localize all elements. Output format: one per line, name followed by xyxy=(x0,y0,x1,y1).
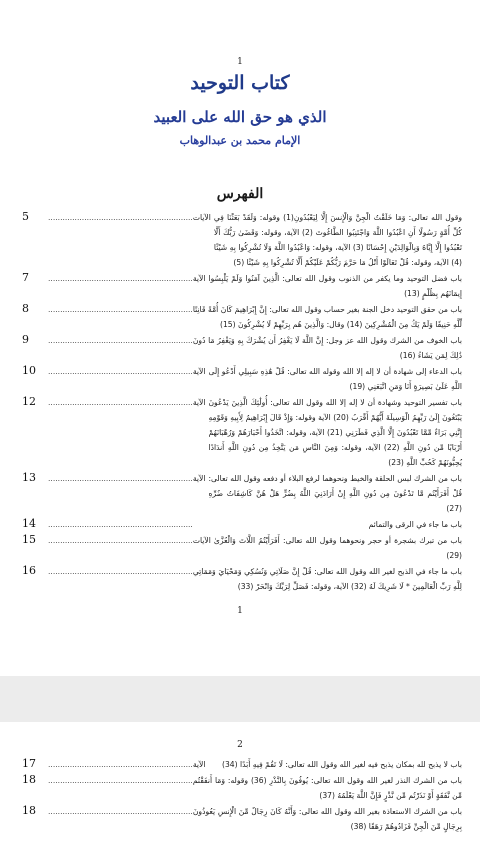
toc-list xyxy=(22,209,462,594)
toc-entry[interactable] xyxy=(22,516,462,532)
toc-dot-leader: ............................................................ xyxy=(48,520,193,529)
toc-entry[interactable] xyxy=(22,270,462,301)
toc-entry-text: باب ما جاء في الذبح لغير الله وقول الله تعالى: قُلْ إِنَّ صَلَاتِي وَنُسُكِي وَمَحْيَايَ وَمَمَاتِي لِلَّهِ رَبِّ الْعَالَمِينَ * لَا شَرِيكَ لَهُ (32) الآية، وقوله: فَصَلِّ لِرَبِّكَ وَانْحَرْ (33) xyxy=(192,567,462,591)
toc-entry-text: باب من الشرك النذر لغير الله وقول الله تعالى: يُوفُونَ بِالنَّذْرِ (36) وقوله: وَمَا أَنفَقْتُم مِّن نَّفَقَةٍ أَوْ نَذَرْتُم مِّن نَّذْرٍ فَإِنَّ اللَّهَ يَعْلَمُهُ (37) xyxy=(192,776,462,800)
toc-dot-leader: ............................................................ xyxy=(48,776,193,785)
toc-dot-leader: ............................................................ xyxy=(48,807,193,816)
toc-dot-leader: ............................................................ xyxy=(48,398,193,407)
toc-page-number: 12 xyxy=(22,395,36,408)
toc-entry[interactable] xyxy=(22,470,462,516)
toc-entry-tail: الآية xyxy=(192,474,206,483)
toc-page-number: 18 xyxy=(22,773,36,786)
toc-entry-tail: الآيات xyxy=(192,213,211,222)
toc-entry-text: باب من تبرك بشجرة أو حجر ونحوهما وقول الله تعالى: أَفَرَأَيْتُمُ اللَّاتَ وَالْعُزَّىٰ (29) xyxy=(213,536,462,560)
toc-entry-tail: الآية xyxy=(192,274,206,283)
toc-page-number: 13 xyxy=(22,471,36,484)
toc-page-number: 14 xyxy=(22,517,36,530)
toc-entry[interactable] xyxy=(22,394,462,470)
book-subtitle: الذي هو حق الله على العبيد xyxy=(153,108,327,126)
toc-dot-leader: ............................................................ xyxy=(48,567,193,576)
toc-dot-leader: ............................................................ xyxy=(48,536,193,545)
toc-entry-text: باب الدعاء إلى شهادة أن لا إله إلا الله وقوله الله تعالى: قُلْ هَٰذِهِ سَبِيلِي أَدْعُو إِلَى اللَّهِ عَلَىٰ بَصِيرَةٍ أَنَا وَمَنِ اتَّبَعَنِي (19) xyxy=(208,367,462,391)
toc-entry-text: باب لا يذبح لله بمكان يذبح فيه لغير الله وقول الله تعالى: لَا تَقُمْ فِيهِ أَبَدًا (34) xyxy=(222,760,462,769)
toc-page-number: 18 xyxy=(22,804,36,817)
toc-page-number: 9 xyxy=(22,333,29,346)
page-separator xyxy=(0,676,480,722)
toc-dot-leader: ............................................................ xyxy=(48,474,193,483)
toc-page-number: 7 xyxy=(22,271,29,284)
toc-page-number: 10 xyxy=(22,364,36,377)
toc-entry-text: وقول الله تعالى: وَمَا خَلَقْتُ الْجِنَّ وَالْإِنسَ إِلَّا لِيَعْبُدُونِ(1) وقوله: وَلَقَدْ بَعَثْنَا فِي كُلِّ أُمَّةٍ رَسُولًا أَنِ اعْبُدُوا اللَّهَ وَاجْتَنِبُوا الطَّاغُوتَ (2) الآية، وقوله: وَقَضَىٰ رَبُّكَ أَلَّا تَعْبُدُوا إِلَّا إِيَّاهُ وَبِالْوَالِدَيْنِ إِحْسَانًا (3) الآية، وقوله: وَاعْبُدُوا اللَّهَ وَلَا تُشْرِكُوا بِهِ شَيْئًا (4) الآية، وقوله: قُلْ تَعَالَوْا أَتْلُ مَا حَرَّمَ رَبُّكُمْ عَلَيْكُمْ أَلَّا تُشْرِكُوا بِهِ شَيْئًا (5) xyxy=(213,213,463,267)
toc-entry-tail: الآية xyxy=(192,367,206,376)
toc-entry-tail: الآية xyxy=(192,760,206,769)
toc-page-number: 15 xyxy=(22,533,36,546)
toc-dot-leader: ............................................................ xyxy=(48,367,193,376)
page-number-bottom: 1 xyxy=(237,606,243,616)
toc-entry[interactable] xyxy=(22,756,462,772)
toc-entry[interactable] xyxy=(22,563,462,594)
toc-dot-leader: ............................................................ xyxy=(48,305,193,314)
toc-entry[interactable] xyxy=(22,209,462,270)
toc-page-number: 5 xyxy=(22,210,29,223)
toc-entry-text: باب الخوف من الشرك وقول الله عز وجل: إِنَّ اللَّهَ لَا يَغْفِرُ أَن يُشْرَكَ بِهِ وَيَغْفِرُ مَا دُونَ ذَٰلِكَ لِمَن يَشَاءُ (16) xyxy=(192,336,462,360)
toc-entry-text: باب من الشرك الاستعاذة بغير الله وقول الله تعالى: وَأَنَّهُ كَانَ رِجَالٌ مِّنَ الْإِنسِ يَعُوذُونَ بِرِجَالٍ مِّنَ الْجِنِّ فَزَادُوهُمْ رَهَقًا (38) xyxy=(192,807,462,831)
page-number-top: 1 xyxy=(237,57,243,67)
toc-entry[interactable] xyxy=(22,772,462,803)
toc-entry[interactable] xyxy=(22,301,462,332)
document-page-2 xyxy=(0,722,480,854)
toc-entry[interactable] xyxy=(22,803,462,834)
book-title: كتاب التوحيد xyxy=(190,72,290,94)
toc-dot-leader: ............................................................ xyxy=(48,760,193,769)
toc-entry-text: باب ما جاء في الرقى والتمائم xyxy=(368,520,462,529)
toc-dot-leader: ............................................................ xyxy=(48,336,193,345)
toc-page-number: 17 xyxy=(22,757,36,770)
toc-entry-text: باب تفسير التوحيد وشهادة أن لا إله إلا الله وقول الله تعالى: أُولَٰئِكَ الَّذِينَ يَدْعُونَ يَبْتَغُونَ إِلَىٰ رَبِّهِمُ الْوَسِيلَةَ أَيُّهُمْ أَقْرَبُ (20) الآية وقوله: وَإِذْ قَالَ إِبْرَاهِيمُ لِأَبِيهِ وَقَوْمِهِ إِنَّنِي بَرَاءٌ مِّمَّا تَعْبُدُونَ إِلَّا الَّذِي فَطَرَنِي (21) الآية، وقوله: اتَّخَذُوا أَحْبَارَهُمْ وَرُهْبَانَهُمْ أَرْبَابًا مِّن دُونِ اللَّهِ (22) الآية، وقوله: وَمِنَ النَّاسِ مَن يَتَّخِذُ مِن دُونِ اللَّهِ أَندَادًا يُحِبُّونَهُمْ كَحُبِّ اللَّهِ (23) xyxy=(208,398,462,467)
toc-entry-tail: الآية xyxy=(192,398,206,407)
toc-entry[interactable] xyxy=(22,332,462,363)
toc-dot-leader: ............................................................ xyxy=(48,274,193,283)
toc-entry-tail: الآيات xyxy=(192,536,211,545)
toc-heading: الفهرس xyxy=(216,186,264,202)
toc-entry-text: باب فضل التوحيد وما يكفر من الذنوب وقول الله تعالى: الَّذِينَ آمَنُوا وَلَمْ يَلْبِسُوا إِيمَانَهُم بِظُلْمٍ (13) xyxy=(208,274,462,298)
toc-entry[interactable] xyxy=(22,363,462,394)
toc-dot-leader: ............................................................ xyxy=(48,213,193,222)
toc-list xyxy=(22,756,462,834)
toc-page-number: 8 xyxy=(22,302,29,315)
toc-entry-text: باب من حقق التوحيد دخل الجنة بغير حساب وقول الله تعالى: إِنَّ إِبْرَاهِيمَ كَانَ أُمَّةً قَانِتًا لِّلَّهِ حَنِيفًا وَلَمْ يَكُ مِنَ الْمُشْرِكِينَ (14) وقال: وَالَّذِينَ هُم بِرَبِّهِمْ لَا يُشْرِكُونَ (15) xyxy=(192,305,462,329)
author-name: الإمام محمد بن عبدالوهاب xyxy=(179,134,301,147)
toc-page-number: 16 xyxy=(22,564,36,577)
page-number-top: 2 xyxy=(237,740,243,750)
toc-entry[interactable] xyxy=(22,532,462,563)
toc-entry-text: باب من الشرك لبس الحلقة والخيط ونحوهما لرفع البلاء أو دفعه وقول الله تعالى: قُلْ أَفَرَأَيْتُم مَّا تَدْعُونَ مِن دُونِ اللَّهِ إِنْ أَرَادَنِيَ اللَّهُ بِضُرٍّ هَلْ هُنَّ كَاشِفَاتُ ضُرِّهِ (27) xyxy=(208,474,462,513)
